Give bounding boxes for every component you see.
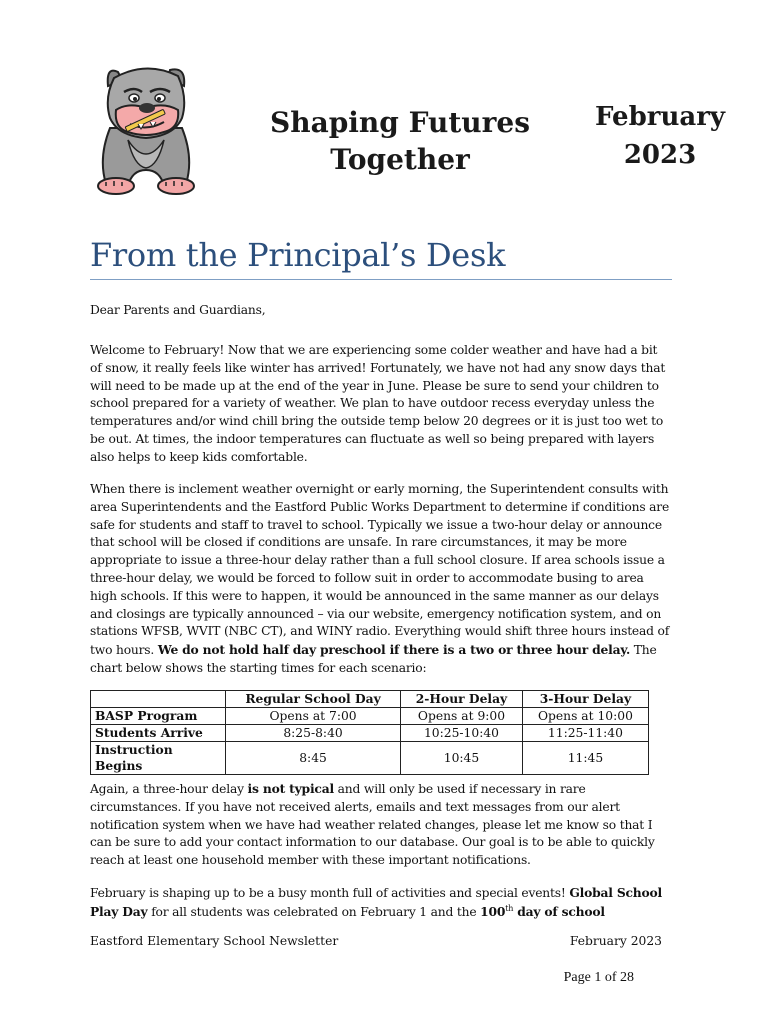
p4-bold-100: 100 — [480, 903, 506, 919]
table-row — [91, 742, 649, 775]
p4-bold-play-day: Global School Play Day — [90, 885, 663, 919]
paragraph-three-hour-delay — [90, 780, 670, 870]
p4-text-b: for all students was celebrated on February 1 and the — [147, 904, 481, 919]
table-row — [91, 708, 649, 725]
p4-bold-day-of-school: day of school — [513, 903, 605, 919]
column-header-regular: Regular School Day — [226, 691, 401, 708]
row-label-instruction-begins: Instruction Begins — [91, 742, 226, 775]
newsletter-title — [250, 104, 550, 178]
paragraph-february-events — [90, 884, 670, 922]
salutation: Dear Parents and Guardians, — [90, 303, 266, 317]
table-cell: Opens at 10:00 — [522, 708, 648, 725]
title-line-2: Together — [330, 143, 470, 176]
p4-text-a: February is shaping up to be a busy month full of activities and special events! — [90, 886, 570, 900]
page-number: Page 1 of 28 — [563, 970, 634, 985]
table-cell: 10:25-10:40 — [401, 725, 523, 742]
paragraph-inclement-weather — [90, 481, 670, 678]
table-cell: Opens at 9:00 — [401, 708, 523, 725]
date-month: February — [594, 102, 725, 132]
table-row — [91, 725, 649, 742]
title-line-1: Shaping Futures — [270, 106, 530, 139]
table-corner-cell — [91, 691, 226, 708]
p4-sup: th — [505, 903, 514, 913]
table-header-row — [91, 691, 649, 708]
table-cell: 8:45 — [226, 742, 401, 775]
footer-newsletter-name: Eastford Elementary School Newsletter — [90, 934, 339, 948]
column-header-3hr: 3-Hour Delay — [522, 691, 648, 708]
row-label-basp: BASP Program — [91, 708, 226, 725]
table-cell: 10:45 — [401, 742, 523, 775]
table-cell: 11:25-11:40 — [522, 725, 648, 742]
footer-date: February 2023 — [569, 934, 662, 948]
p3-text-b: and will only be used if necessary in rare circumstances. If you have not received alerts, emails and text messages from our alert notification system when we have had weather related changes, please let me know so that I can be sure to add your contact information to our database. Our goal is to be able to quickly reach at least one household member with these important notifications. — [90, 782, 655, 868]
heading-divider — [90, 279, 672, 280]
column-header-2hr: 2-Hour Delay — [401, 691, 523, 708]
table-cell: 8:25-8:40 — [226, 725, 401, 742]
paragraph-welcome: Welcome to February! Now that we are experiencing some colder weather and have had a bit of snow, it really feels like winter has arrived! Fortunately, we have not had any snow days that will need to be made up at the end of the year in June. Please be sure to send your children to school prepared for a variety of weather. We plan to have outdoor recess everyday unless the temperatures and/or wind chill bring the outside temp below 20 degrees or it is just too wet to be out. At times, the indoor temperatures can fluctuate as well so being prepared with layers also helps to keep kids comfortable. — [90, 343, 666, 464]
date-year: 2023 — [623, 140, 697, 170]
p3-bold: is not typical — [247, 781, 334, 796]
p2-bold-preschool: We do not hold half day preschool if there is a two or three hour delay. — [157, 642, 631, 658]
bulldog-mascot-icon — [88, 58, 204, 198]
table-cell: 11:45 — [522, 742, 648, 775]
table-cell: Opens at 7:00 — [226, 708, 401, 725]
p3-text-a: Again, a three-hour delay — [90, 782, 248, 796]
delay-schedule-table — [90, 690, 649, 775]
newsletter-date — [580, 98, 740, 174]
section-heading: From the Principal’s Desk — [90, 236, 506, 274]
p2-text-a: When there is inclement weather overnight or early morning, the Superintendent consults with area Superintendents and the Eastford Public Works Department to determine if conditions are safe for students and staff to travel to school. Typically we issue a two-hour delay or announce that school will be closed if conditions are unsafe. In rare circumstances, it may be more appropriate to issue a three-hour delay rather than a full school closure. If area schools issue a three-hour delay, we would be forced to follow suit in order to accommodate busing to area high schools. If this were to happen, it would be announced in the same manner as our delays and closings are typically announced – via our website, emergency notification system, and on stations WFSB, WVIT (NBC CT), and WINY radio. Everything would shift three hours instead of two hours. — [90, 482, 670, 658]
row-label-students-arrive: Students Arrive — [91, 725, 226, 742]
p2-text-b: The chart below shows the starting times for each scenario: — [90, 643, 657, 675]
